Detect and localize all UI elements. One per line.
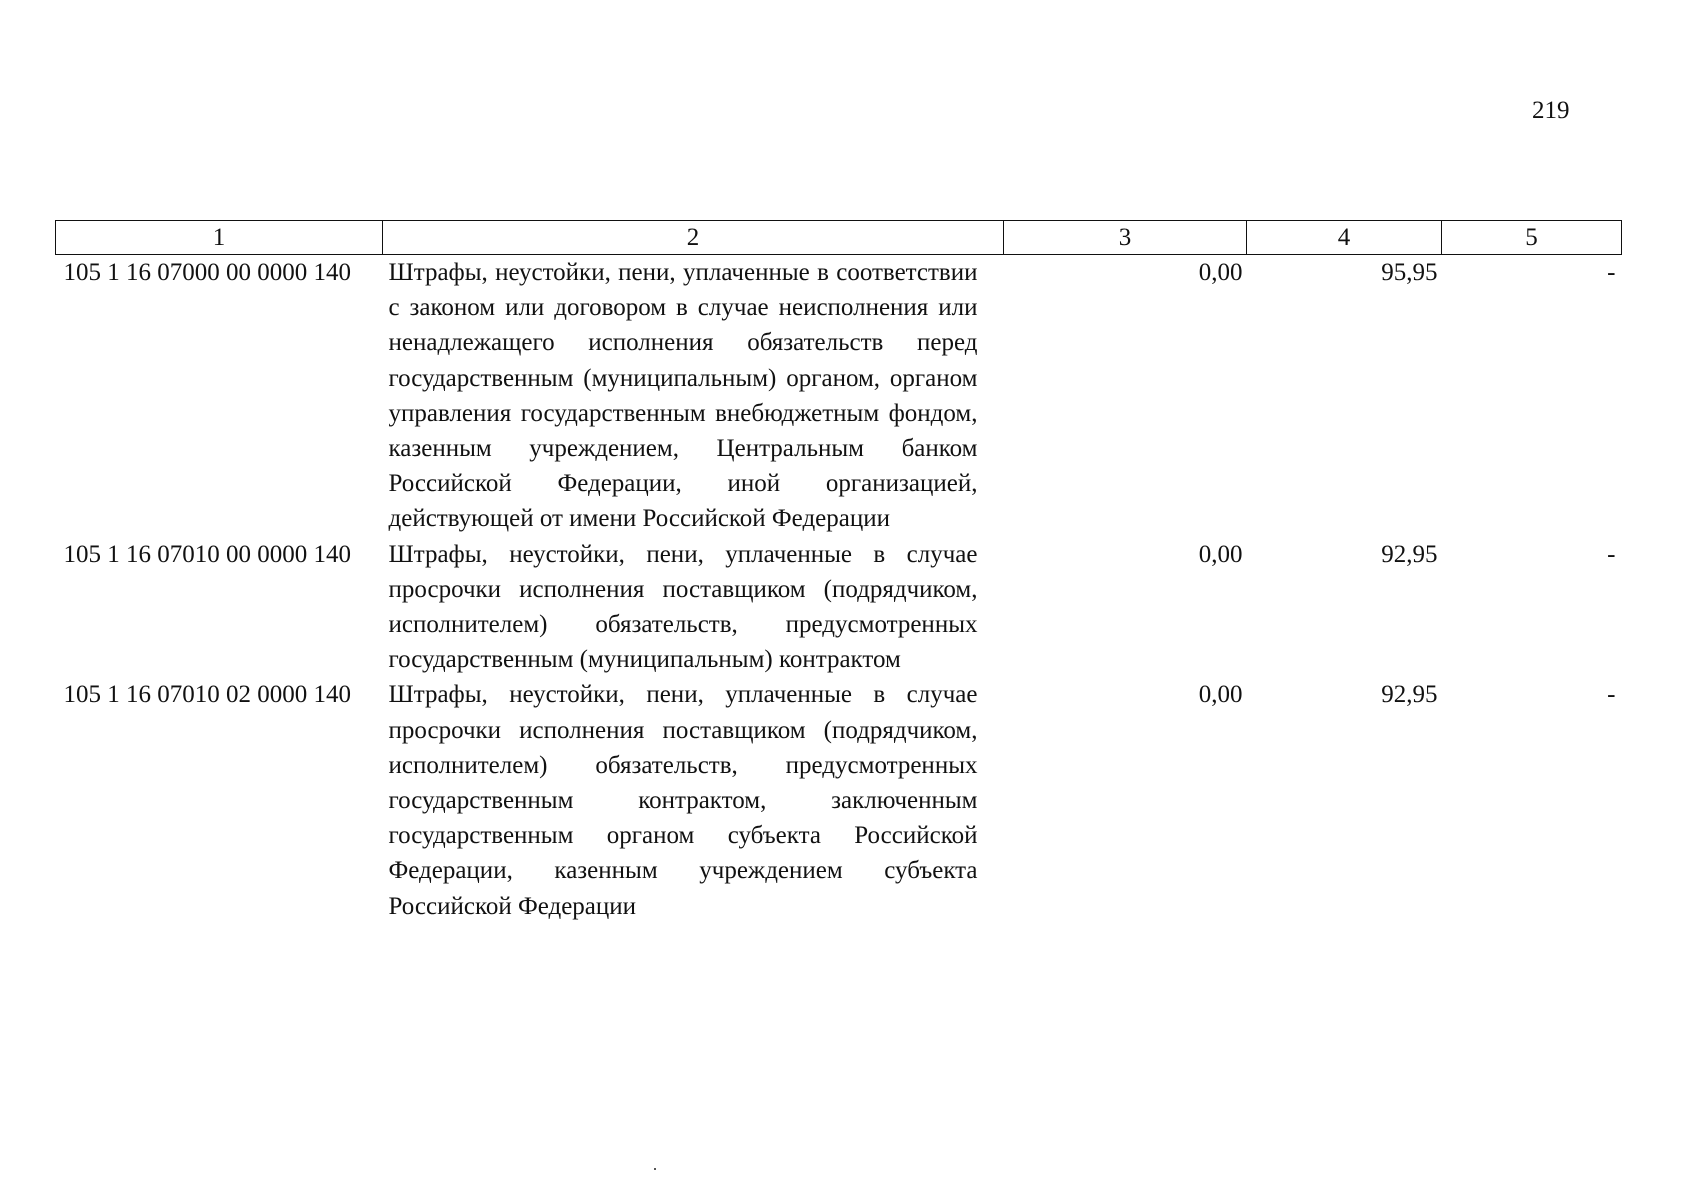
table-row xyxy=(56,255,1622,537)
column-4-value: 92,95 xyxy=(1381,681,1438,709)
column-3-value: 0,00 xyxy=(1198,540,1243,568)
column-header-1: 1 xyxy=(56,221,383,255)
scan-speck xyxy=(654,1168,656,1170)
column-header-2: 2 xyxy=(383,221,1004,255)
budget-code: 105 1 16 07000 00 0000 140 xyxy=(63,259,351,286)
column-header-5: 5 xyxy=(1442,221,1622,255)
budget-code: 105 1 16 07010 00 0000 140 xyxy=(63,540,351,568)
table-row xyxy=(56,537,1622,678)
column-4-value: 95,95 xyxy=(1381,259,1438,286)
column-5-value: - xyxy=(1607,540,1616,568)
row-description: Штрафы, неустойки, пени, уплаченные в случае просрочки исполнения поставщиком (подрядчиком, исполнителем) обязательств, предусмотренных государственным контрактом, заключенным государственным органом субъекта Российской Федерации, казенным учреждением субъекта Российской Федерации xyxy=(388,681,978,920)
column-3-value: 0,00 xyxy=(1198,259,1243,286)
row-description: Штрафы, неустойки, пени, уплаченные в случае просрочки исполнения поставщиком (подрядчиком, исполнителем) обязательств, предусмотренных государственным (муниципальным) контрактом xyxy=(388,540,978,674)
budget-table xyxy=(55,220,1622,924)
table-row xyxy=(56,677,1622,923)
column-4-value: 92,95 xyxy=(1381,540,1438,568)
table-header-row xyxy=(56,221,1622,255)
budget-code: 105 1 16 07010 02 0000 140 xyxy=(63,681,351,709)
column-3-value: 0,00 xyxy=(1198,681,1243,709)
column-header-3: 3 xyxy=(1004,221,1247,255)
column-5-value: - xyxy=(1607,681,1616,709)
page-number: 219 xyxy=(1532,97,1570,124)
column-header-4: 4 xyxy=(1247,221,1442,255)
row-description: Штрафы, неустойки, пени, уплаченные в соответствии с законом или договором в случае неисполнения или ненадлежащего исполнения обязательств перед государственным (муниципальным) органом, органом управления государственным внебюджетным фондом, казенным учреждением, Центральным банком Российской Федерации, иной организацией, действующей от имени Российской Федерации xyxy=(388,259,978,533)
column-5-value: - xyxy=(1607,259,1616,286)
